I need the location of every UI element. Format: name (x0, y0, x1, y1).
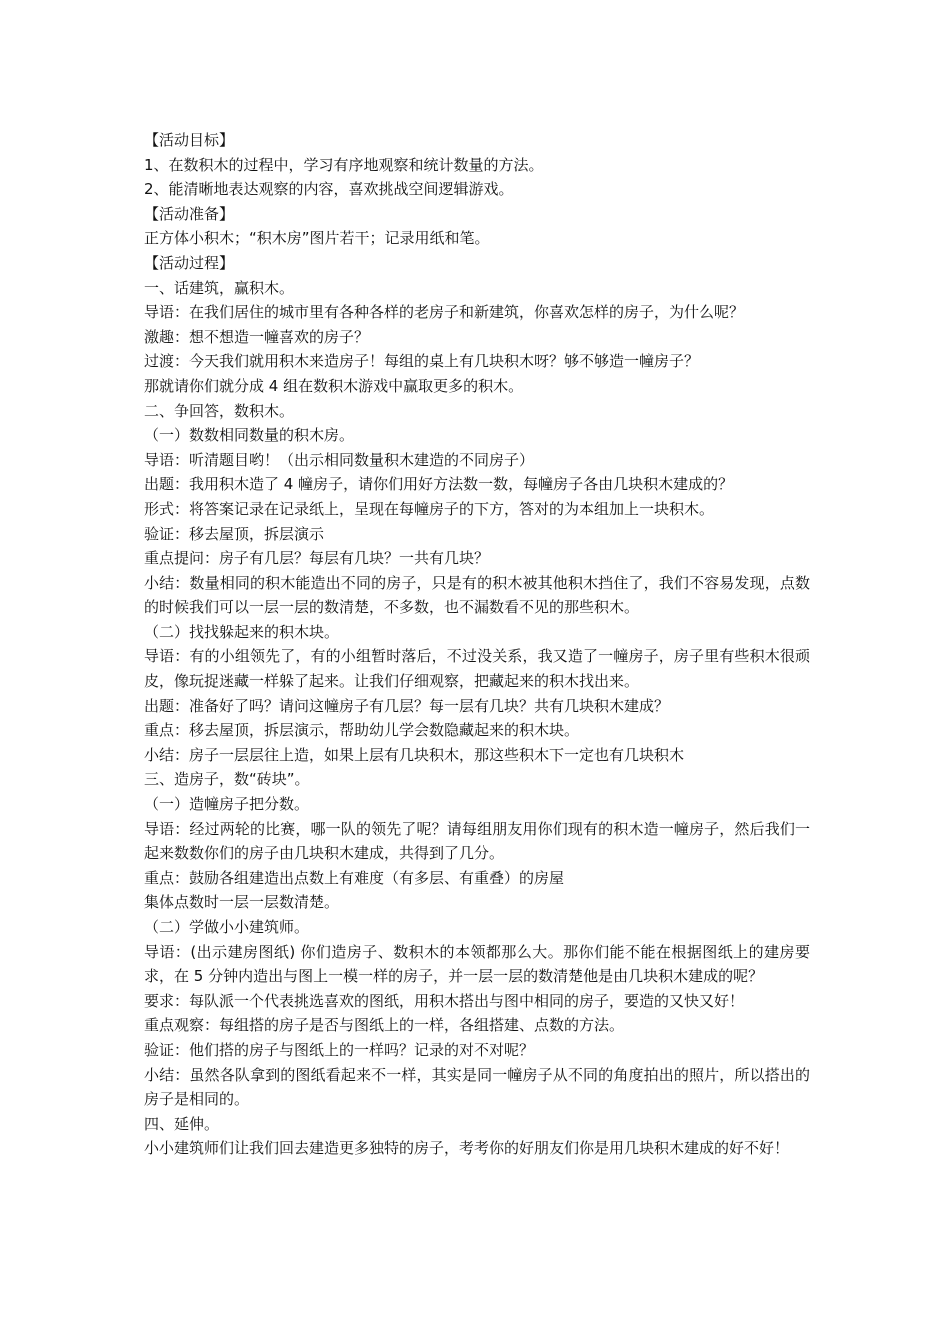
paragraph: 小结：数量相同的积木能造出不同的房子，只是有的积木被其他积木挡住了，我们不容易发现，点数的时候我们可以一层一层的数清楚，不多数，也不漏数看不见的那些积木。 (144, 573, 810, 617)
goal-item-1: 1、在数积木的过程中，学习有序地观察和统计数量的方法。 (144, 155, 544, 174)
paragraph: 导语：(出示建房图纸) 你们造房子、数积木的本领都那么大。那你们能不能在根据图纸上的建房要求，在 5 分钟内造出与图上一模一样的房子，并一层一层的数清楚他是由几块积木建成的呢？ (144, 942, 810, 986)
paragraph: 验证：移去屋顶，拆层演示 (144, 524, 325, 543)
section-heading-goals: 【活动目标】 (144, 131, 235, 149)
paragraph: 小结：房子一层层往上造，如果上层有几块积木，那这些积木下一定也有几块积木 (144, 745, 685, 764)
paragraph: 小结：虽然各队拿到的图纸看起来不一样，其实是同一幢房子从不同的角度拍出的照片，所以搭出的房子是相同的。 (144, 1065, 810, 1109)
goal-item-2: 2、能清晰地表达观察的内容，喜欢挑战空间逻辑游戏。 (144, 180, 514, 199)
part-heading-4: 四、延伸。 (144, 1114, 220, 1133)
paragraph: 导语：在我们居住的城市里有各种各样的老房子和新建筑，你喜欢怎样的房子，为什么呢？ (144, 303, 745, 322)
paragraph: 重点：移去屋顶，拆层演示，帮助幼儿学会数隐藏起来的积木块。 (144, 721, 580, 740)
paragraph: 集体点数时一层一层数清楚。 (144, 893, 340, 912)
paragraph: 那就请你们就分成 4 组在数积木游戏中赢取更多的积木。 (144, 376, 524, 395)
paragraph: 导语：经过两轮的比赛，哪一队的领先了呢？请每组朋友用你们现有的积木造一幢房子，然后我们一起来数数你们的房子由几块积木建成，共得到了几分。 (144, 819, 810, 863)
paragraph: 重点：鼓励各组建造出点数上有难度（有多层、有重叠）的房屋 (144, 868, 565, 887)
paragraph: 导语：有的小组领先了，有的小组暂时落后，不过没关系，我又造了一幢房子，房子里有些积木很顽皮，像玩捉迷藏一样躲了起来。让我们仔细观察，把藏起来的积木找出来。 (144, 647, 810, 691)
paragraph: 过渡：今天我们就用积木来造房子！每组的桌上有几块积木呀？够不够造一幢房子？ (144, 352, 700, 371)
paragraph: 激趣：想不想造一幢喜欢的房子？ (144, 327, 370, 346)
paragraph: 出题：我用积木造了 4 幢房子，请你们用好方法数一数，每幢房子各由几块积木建成的？ (144, 475, 734, 494)
paragraph: 形式：将答案记录在记录纸上，呈现在每幢房子的下方，答对的为本组加上一块积木。 (144, 499, 715, 518)
section-heading-preparation: 【活动准备】 (144, 204, 235, 223)
sub-heading: （一）数数相同数量的积木房。 (144, 426, 355, 445)
part-heading-3: 三、造房子，数“砖块”。 (144, 770, 310, 789)
preparation-text: 正方体小积木；“积木房”图片若干；记录用纸和笔。 (144, 229, 490, 248)
part-heading-1: 一、话建筑，赢积木。 (144, 278, 295, 297)
part-heading-2: 二、争回答，数积木。 (144, 401, 295, 420)
paragraph: 要求：每队派一个代表挑选喜欢的图纸，用积木搭出与图中相同的房子，要造的又快又好！ (144, 991, 745, 1010)
sub-heading: （二）找找躲起来的积木块。 (144, 622, 340, 641)
paragraph: 验证：他们搭的房子与图纸上的一样吗？记录的对不对呢？ (144, 1040, 535, 1059)
section-heading-process: 【活动过程】 (144, 253, 235, 272)
paragraph: 小小建筑师们让我们回去建造更多独特的房子，考考你的好朋友们你是用几块积木建成的好不好！ (144, 1139, 790, 1158)
document-body (144, 128, 810, 1161)
paragraph: 出题：准备好了吗？请问这幢房子有几层？每一层有几块？共有几块积木建成？ (144, 696, 670, 715)
sub-heading: （一）造幢房子把分数。 (144, 795, 310, 814)
paragraph: 导语：听清题目哟！（出示相同数量积木建造的不同房子） (144, 450, 535, 469)
paragraph: 重点提问：房子有几层？每层有几块？一共有几块？ (144, 549, 490, 568)
sub-heading: （二）学做小小建筑师。 (144, 918, 310, 936)
paragraph: 重点观察：每组搭的房子是否与图纸上的一样，各组搭建、点数的方法。 (144, 1016, 625, 1035)
